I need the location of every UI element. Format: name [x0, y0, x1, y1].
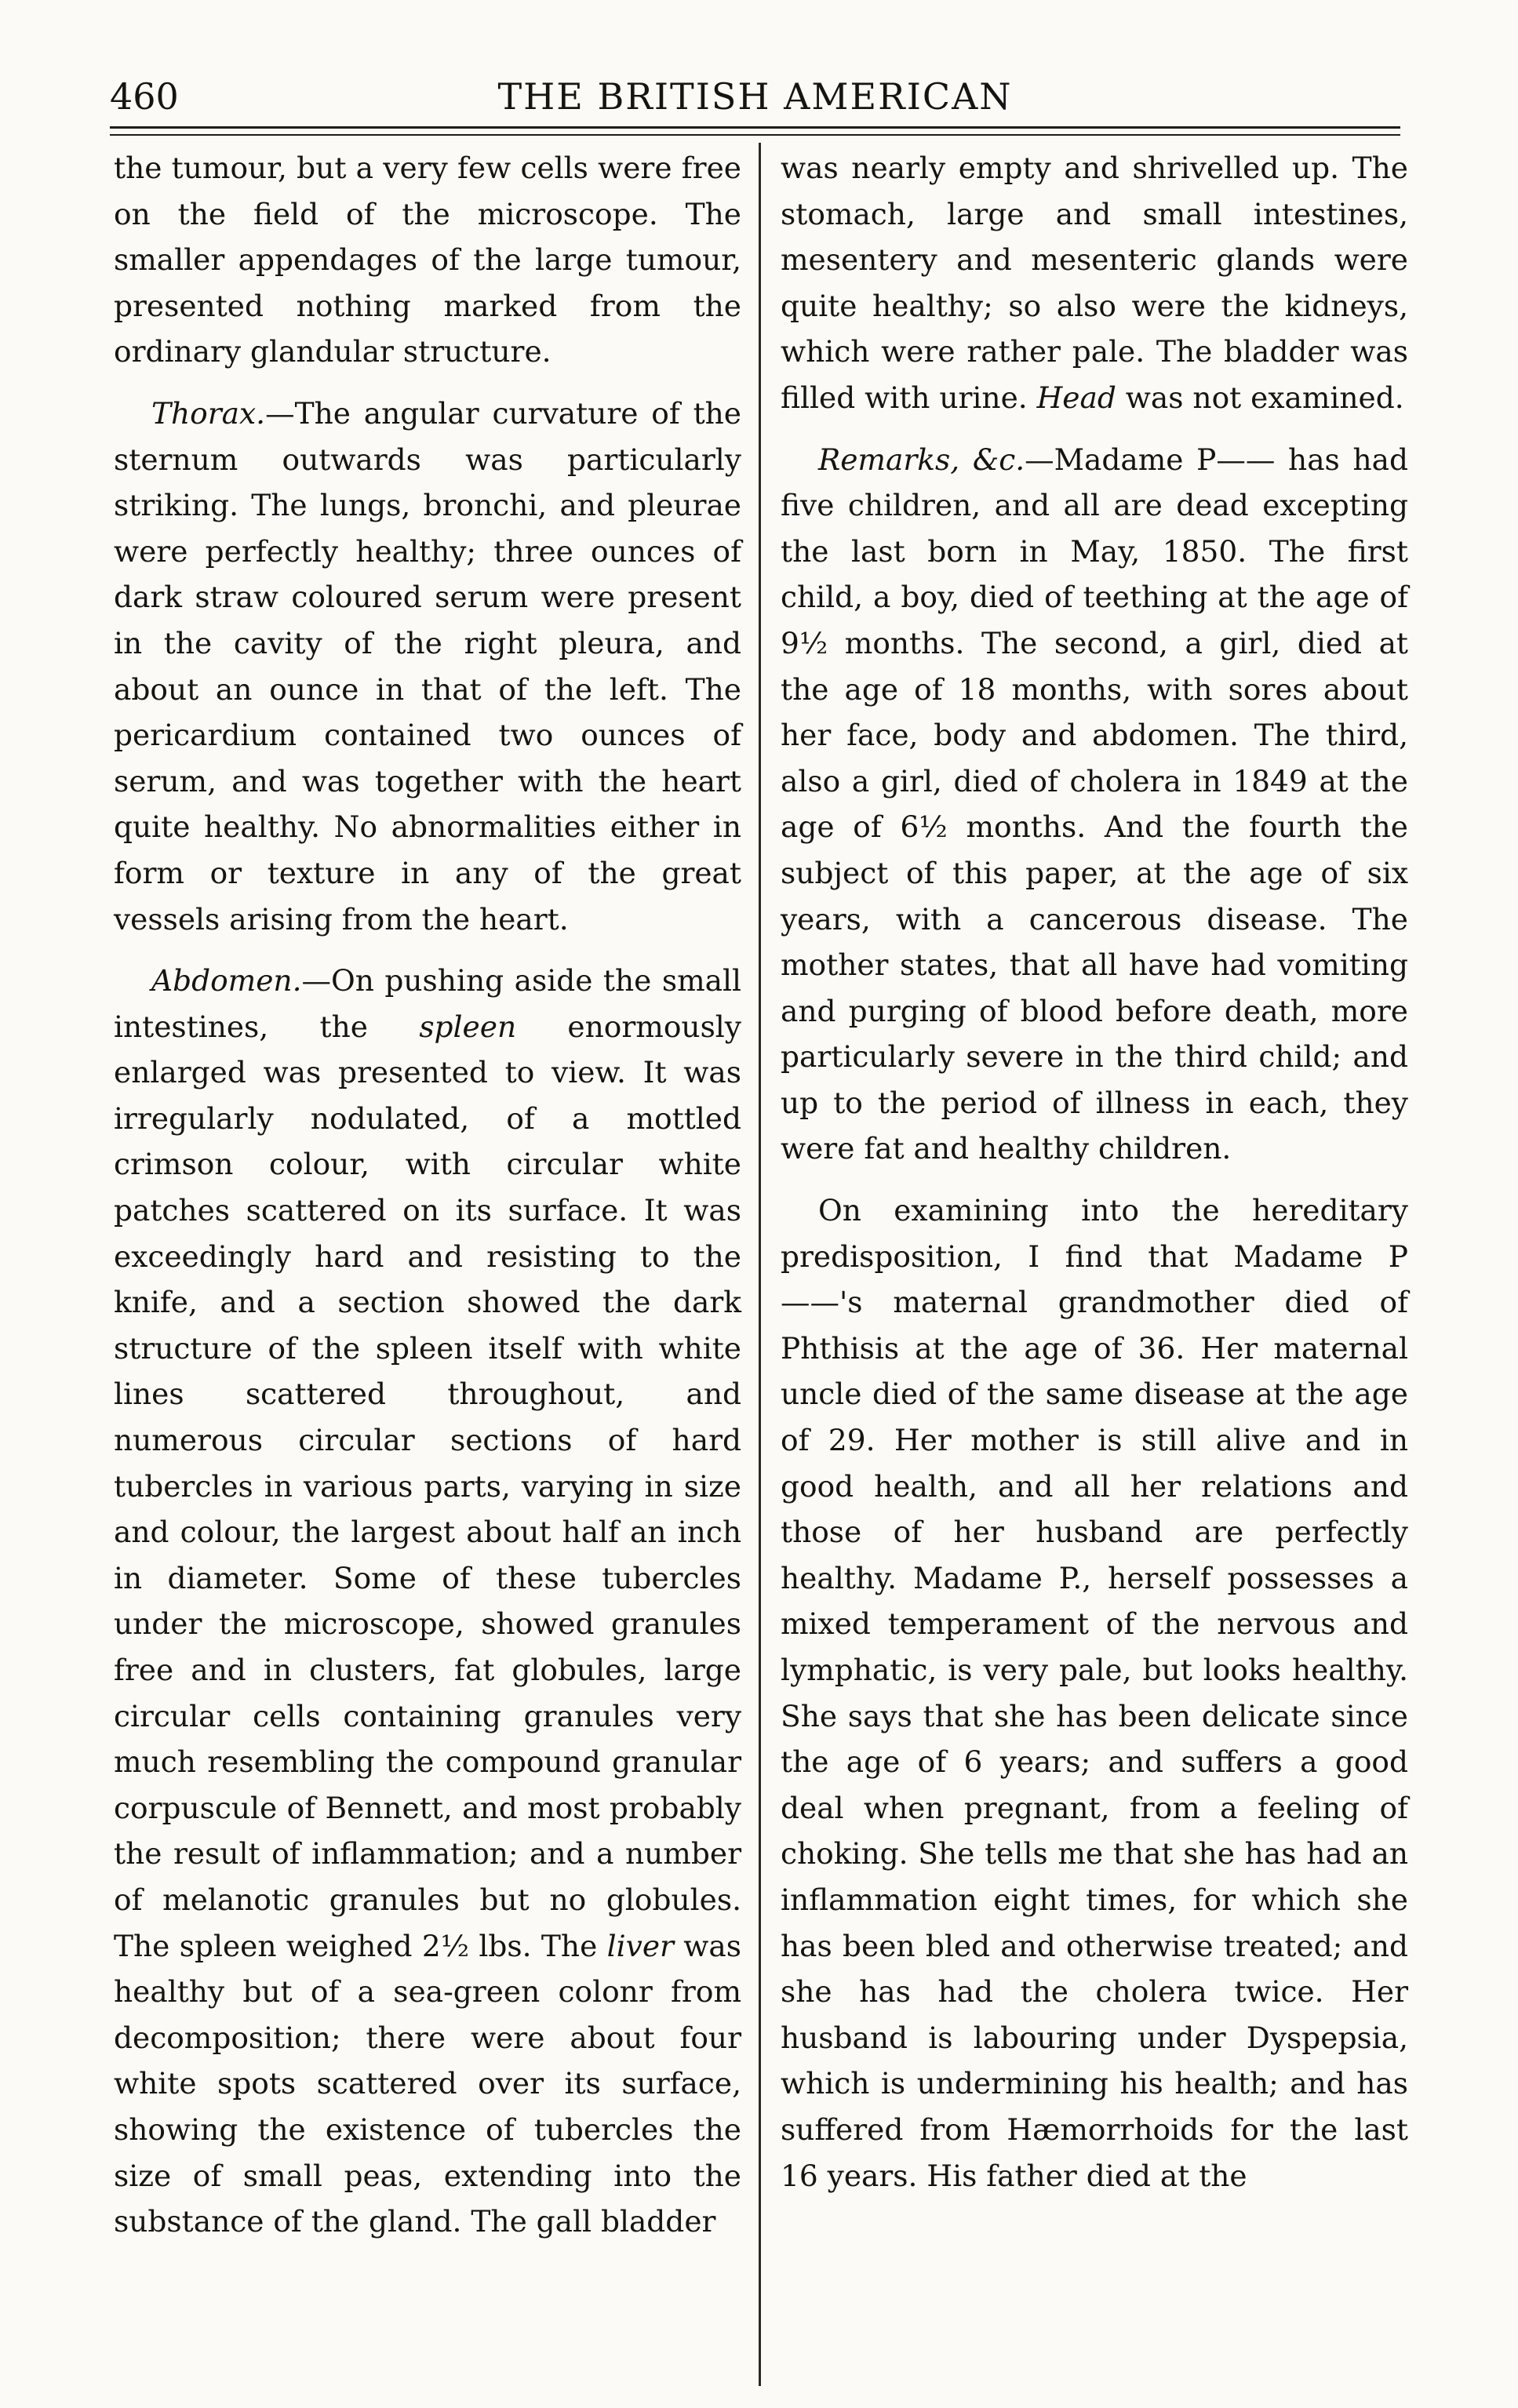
- right-column: [781, 145, 1408, 2199]
- paragraph-abdomen: [114, 958, 741, 2245]
- paragraph-text: —Madame P—— has had five children, and all are dead excepting the last born in May, 1850. The first child, a boy, died of teething at the age of 9½ months. The second, a girl, died at the age of 18 months, with sores about her face, body and abdomen. The third, also a girl, died of cholera in 1849 at the age of 6½ months. And the fourth the subject of this paper, at the age of six years, with a cancerous disease. The mother states, that all have had vomiting and purging of blood before death, more particularly severe in the third child; and up to the period of illness in each, they were fat and healthy children.: [781, 442, 1408, 1166]
- page-number: 460: [110, 75, 179, 118]
- running-title: THE BRITISH AMERICAN: [497, 75, 1013, 118]
- column-divider: [759, 143, 761, 2386]
- section-heading-thorax: Thorax.: [151, 395, 266, 431]
- paragraph-heredity: On examining into the hereditary predisposition, I find that Madame P——'s maternal grandmother died of Phthisis at the age of 36. Her maternal uncle died of the same disease at the age of 29. Her mother is still alive and in good health, and all her relations and those of her husband are perfectly healthy. Madame P., herself possesses a mixed temperament of the nervous and lymphatic, is very pale, but looks healthy. She says that she has been delicate since the age of 6 years; and suffers a good deal when pregnant, from a feeling of choking. She tells me that she has had an inflammation eight times, for which she has been bled and otherwise treated; and she has had the cholera twice. Her husband is labouring under Dyspepsia, which is undermining his health; and has suffered from Hæmorrhoids for the last 16 years. His father died at the: [781, 1193, 1408, 2193]
- paragraph-text: was nearly empty and shrivelled up. The stomach, large and small intestines, mesentery and mesenteric glands were quite healthy; so also were the kidneys, which were rather pale. The bladder was filled with urine.: [781, 151, 1408, 415]
- section-heading-remarks: Remarks, &c.: [818, 442, 1025, 477]
- section-heading-abdomen: Abdomen.: [151, 963, 302, 998]
- emphasis-liver: liver: [606, 1928, 674, 1963]
- paragraph-text: —The angular curvature of the sternum outwards was particularly striking. The lungs, bronchi, and pleurae were perfectly healthy; three ounces of dark straw coloured serum were present in the cavity of the right pleura, and about an ounce in that of the left. The pericardium contained two ounces of serum, and was together with the heart quite healthy. No abnormalities either in form or texture in any of the great vessels arising from the heart.: [114, 395, 741, 937]
- paragraph: [781, 145, 1408, 421]
- paragraph-text: —On pushing aside the small intestines, the: [114, 963, 741, 1044]
- page-header: [110, 69, 1400, 125]
- paragraph-thorax: [114, 391, 741, 942]
- paragraph-text: was healthy but of a sea-green colonr from decomposition; there were about four white spots scattered over its surface, showing the existence of tubercles the size of small peas, extending into the substance of the gland. The gall bladder: [114, 1928, 741, 2239]
- emphasis-spleen: spleen: [419, 1009, 517, 1044]
- header-rule-top: [110, 126, 1400, 129]
- left-column: [114, 145, 741, 2245]
- emphasis-head: Head: [1036, 380, 1116, 415]
- paragraph: the tumour, but a very few cells were free on the field of the microscope. The smaller appendages of the large tumour, presented nothing marked from the ordinary glandular structure.: [114, 151, 741, 369]
- header-rule-bottom: [110, 134, 1400, 136]
- paragraph-text: was not examined.: [1116, 380, 1404, 415]
- paragraph-text: enormously enlarged was presented to view. It was irregularly nodulated, of a mottled crimson colour, with circular white patches scattered on its surface. It was exceedingly hard and resisting to the knife, and a section showed the dark structure of the spleen itself with white lines scattered throughout, and numerous circular sections of hard tubercles in various parts, varying in size and colour, the largest about half an inch in diameter. Some of these tubercles under the microscope, showed granules free and in clusters, fat globules, large circular cells containing granules very much resembling the compound granular corpuscule of Bennett, and most probably the result of inflammation; and a number of melanotic granules but no globules. The spleen weighed 2½ lbs. The: [114, 1009, 741, 1963]
- paragraph-remarks: [781, 437, 1408, 1173]
